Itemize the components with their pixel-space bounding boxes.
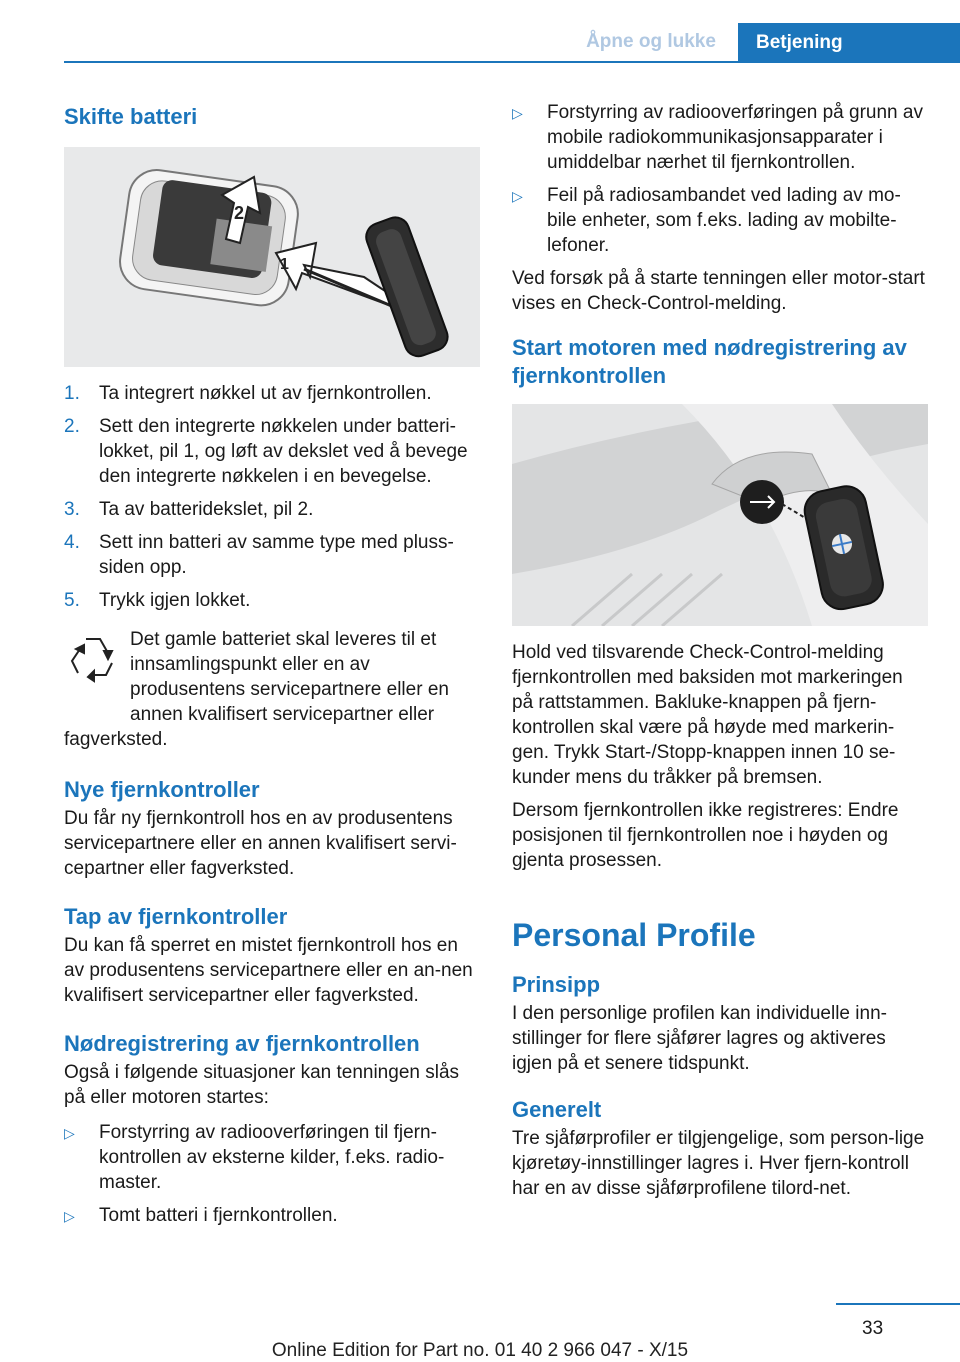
bullet-text: Forstyrring av radiooverføringen på grunn av mobile radiokommunikasjonsapparater i umiddelbar nærhet til fjernkontrollen. <box>547 102 923 173</box>
not-registered-paragraph: Dersom fjernkontrollen ikke registreres: Endre posisjonen til fjernkontrollen noe i høyden og gjenta prosessen. <box>512 800 899 871</box>
section-title-new-remotes: Nye fjernkontroller <box>64 777 260 802</box>
step-number: 4. <box>64 532 80 553</box>
footer-rule <box>836 1303 960 1305</box>
step-number: 1. <box>64 383 80 404</box>
footer-edition: Online Edition for Part no. 01 40 2 966 047 - X/15 <box>271 1340 689 1361</box>
section-title-emergency-registration: Nødregistrering av fjernkontrollen <box>64 1031 420 1056</box>
step-number: 5. <box>64 590 80 611</box>
left-column <box>64 96 480 1236</box>
step-item <box>64 497 480 522</box>
section-text-new-remotes: Du får ny fjernkontroll hos en av produsentens servicepartnere eller en annen kvalifisert servi-cepartner eller fagverksted. <box>64 808 457 879</box>
triangle-right-icon: ▷ <box>512 105 523 121</box>
triangle-right-icon: ▷ <box>64 1125 75 1141</box>
recycle-note <box>64 627 480 752</box>
step-text: Ta av batteridekslet, pil 2. <box>99 499 314 520</box>
step-item <box>64 381 480 406</box>
section-text-lost-remotes: Du kan få sperret en mistet fjernkontroll hos en av produsentens servicepartnere eller en an-nen kvalifisert servicepartner eller fagverksted. <box>64 935 473 1006</box>
section-title-change-battery: Skifte batteri <box>64 104 198 129</box>
step-text: Sett inn batteri av samme type med pluss-siden opp. <box>99 532 454 578</box>
arrow-2-label: 2 <box>234 203 245 223</box>
bullet-item <box>64 1203 480 1228</box>
triangle-right-icon: ▷ <box>512 188 523 204</box>
triangle-right-icon: ▷ <box>64 1208 75 1224</box>
key-fob-battery-svg <box>64 147 480 367</box>
bullet-text: Forstyrring av radiooverføringen til fjern-kontrollen av eksterne kilder, f.eks. radio-master. <box>99 1122 445 1193</box>
step-item <box>64 530 480 580</box>
bullet-item <box>64 1120 480 1195</box>
section-text-principle: I den personlige profilen kan individuelle inn-stillinger for flere sjåfører lagres og aktiveres igjen på et senere tidspunkt. <box>512 1003 887 1074</box>
bullet-item <box>512 183 928 258</box>
bullet-item <box>512 100 928 175</box>
battery-change-illustration <box>64 147 480 367</box>
chapter-title-personal-profile: Personal Profile <box>512 917 756 953</box>
recycle-note-text: Det gamle batteriet skal leveres til et innsamlingspunkt eller en av produsentens servicepartnere eller en annen kvalifisert servicepartner eller fagverksted. <box>64 629 449 750</box>
header-rule <box>64 61 960 63</box>
section-title-start-engine: Start motoren med nødregistrering av fjernkontrollen <box>512 335 907 388</box>
steering-column-svg <box>512 404 928 626</box>
step-number: 2. <box>64 416 80 437</box>
step-text: Ta integrert nøkkel ut av fjernkontrollen. <box>99 383 432 404</box>
bullet-text: Tomt batteri i fjernkontrollen. <box>99 1205 338 1226</box>
step-item <box>64 588 480 613</box>
bullet-text: Feil på radiosambandet ved lading av mo-bile enheter, som f.eks. lading av mobilte-lefoner. <box>547 185 901 256</box>
step-text: Sett den integrerte nøkkelen under batteri-lokket, pil 1, og løft av dekslet ved å bevege den integrerte nøkkelen i en bevegelse. <box>99 416 468 487</box>
step-text: Trykk igjen lokket. <box>99 590 251 611</box>
section-title-principle: Prinsipp <box>512 972 601 997</box>
step-item <box>64 414 480 489</box>
header-tab-operation[interactable]: Betjening <box>738 23 960 63</box>
battery-steps-list <box>64 381 480 613</box>
check-control-paragraph: Ved forsøk på å starte tenningen eller motor-start vises en Check-Control-melding. <box>512 268 925 314</box>
section-title-lost-remotes: Tap av fjernkontroller <box>64 904 288 929</box>
page-number: 33 <box>862 1318 884 1339</box>
left-bullet-list <box>64 1120 480 1228</box>
step-number: 3. <box>64 499 80 520</box>
section-text-general: Tre sjåførprofiler er tilgjengelige, som person-lige kjøretøy-innstillinger lagres i. Hver fjern-kontroll har en av disse sjåførprofilene tilord-net. <box>512 1128 925 1199</box>
header-tab-open-close[interactable]: Åpne og lukke <box>586 31 716 52</box>
section-title-general: Generelt <box>512 1097 602 1122</box>
steering-column-illustration <box>512 404 928 626</box>
right-column <box>512 100 928 1201</box>
recycle-icon <box>64 629 122 687</box>
hold-remote-paragraph: Hold ved tilsvarende Check-Control-melding fjernkontrollen med baksiden mot markeringen på rattstammen. Bakluke-knappen på fjern-kontrollen skal være på høyde med markerin-gen. Trykk Start-/Stopp-knappen innen 10 se-kunder mens du tråkker på bremsen. <box>512 642 903 788</box>
right-bullet-list <box>512 100 928 258</box>
arrow-1-label: 1 <box>280 256 289 273</box>
section-text-emergency-registration: Også i følgende situasjoner kan tenningen slås på eller motoren startes: <box>64 1062 460 1108</box>
